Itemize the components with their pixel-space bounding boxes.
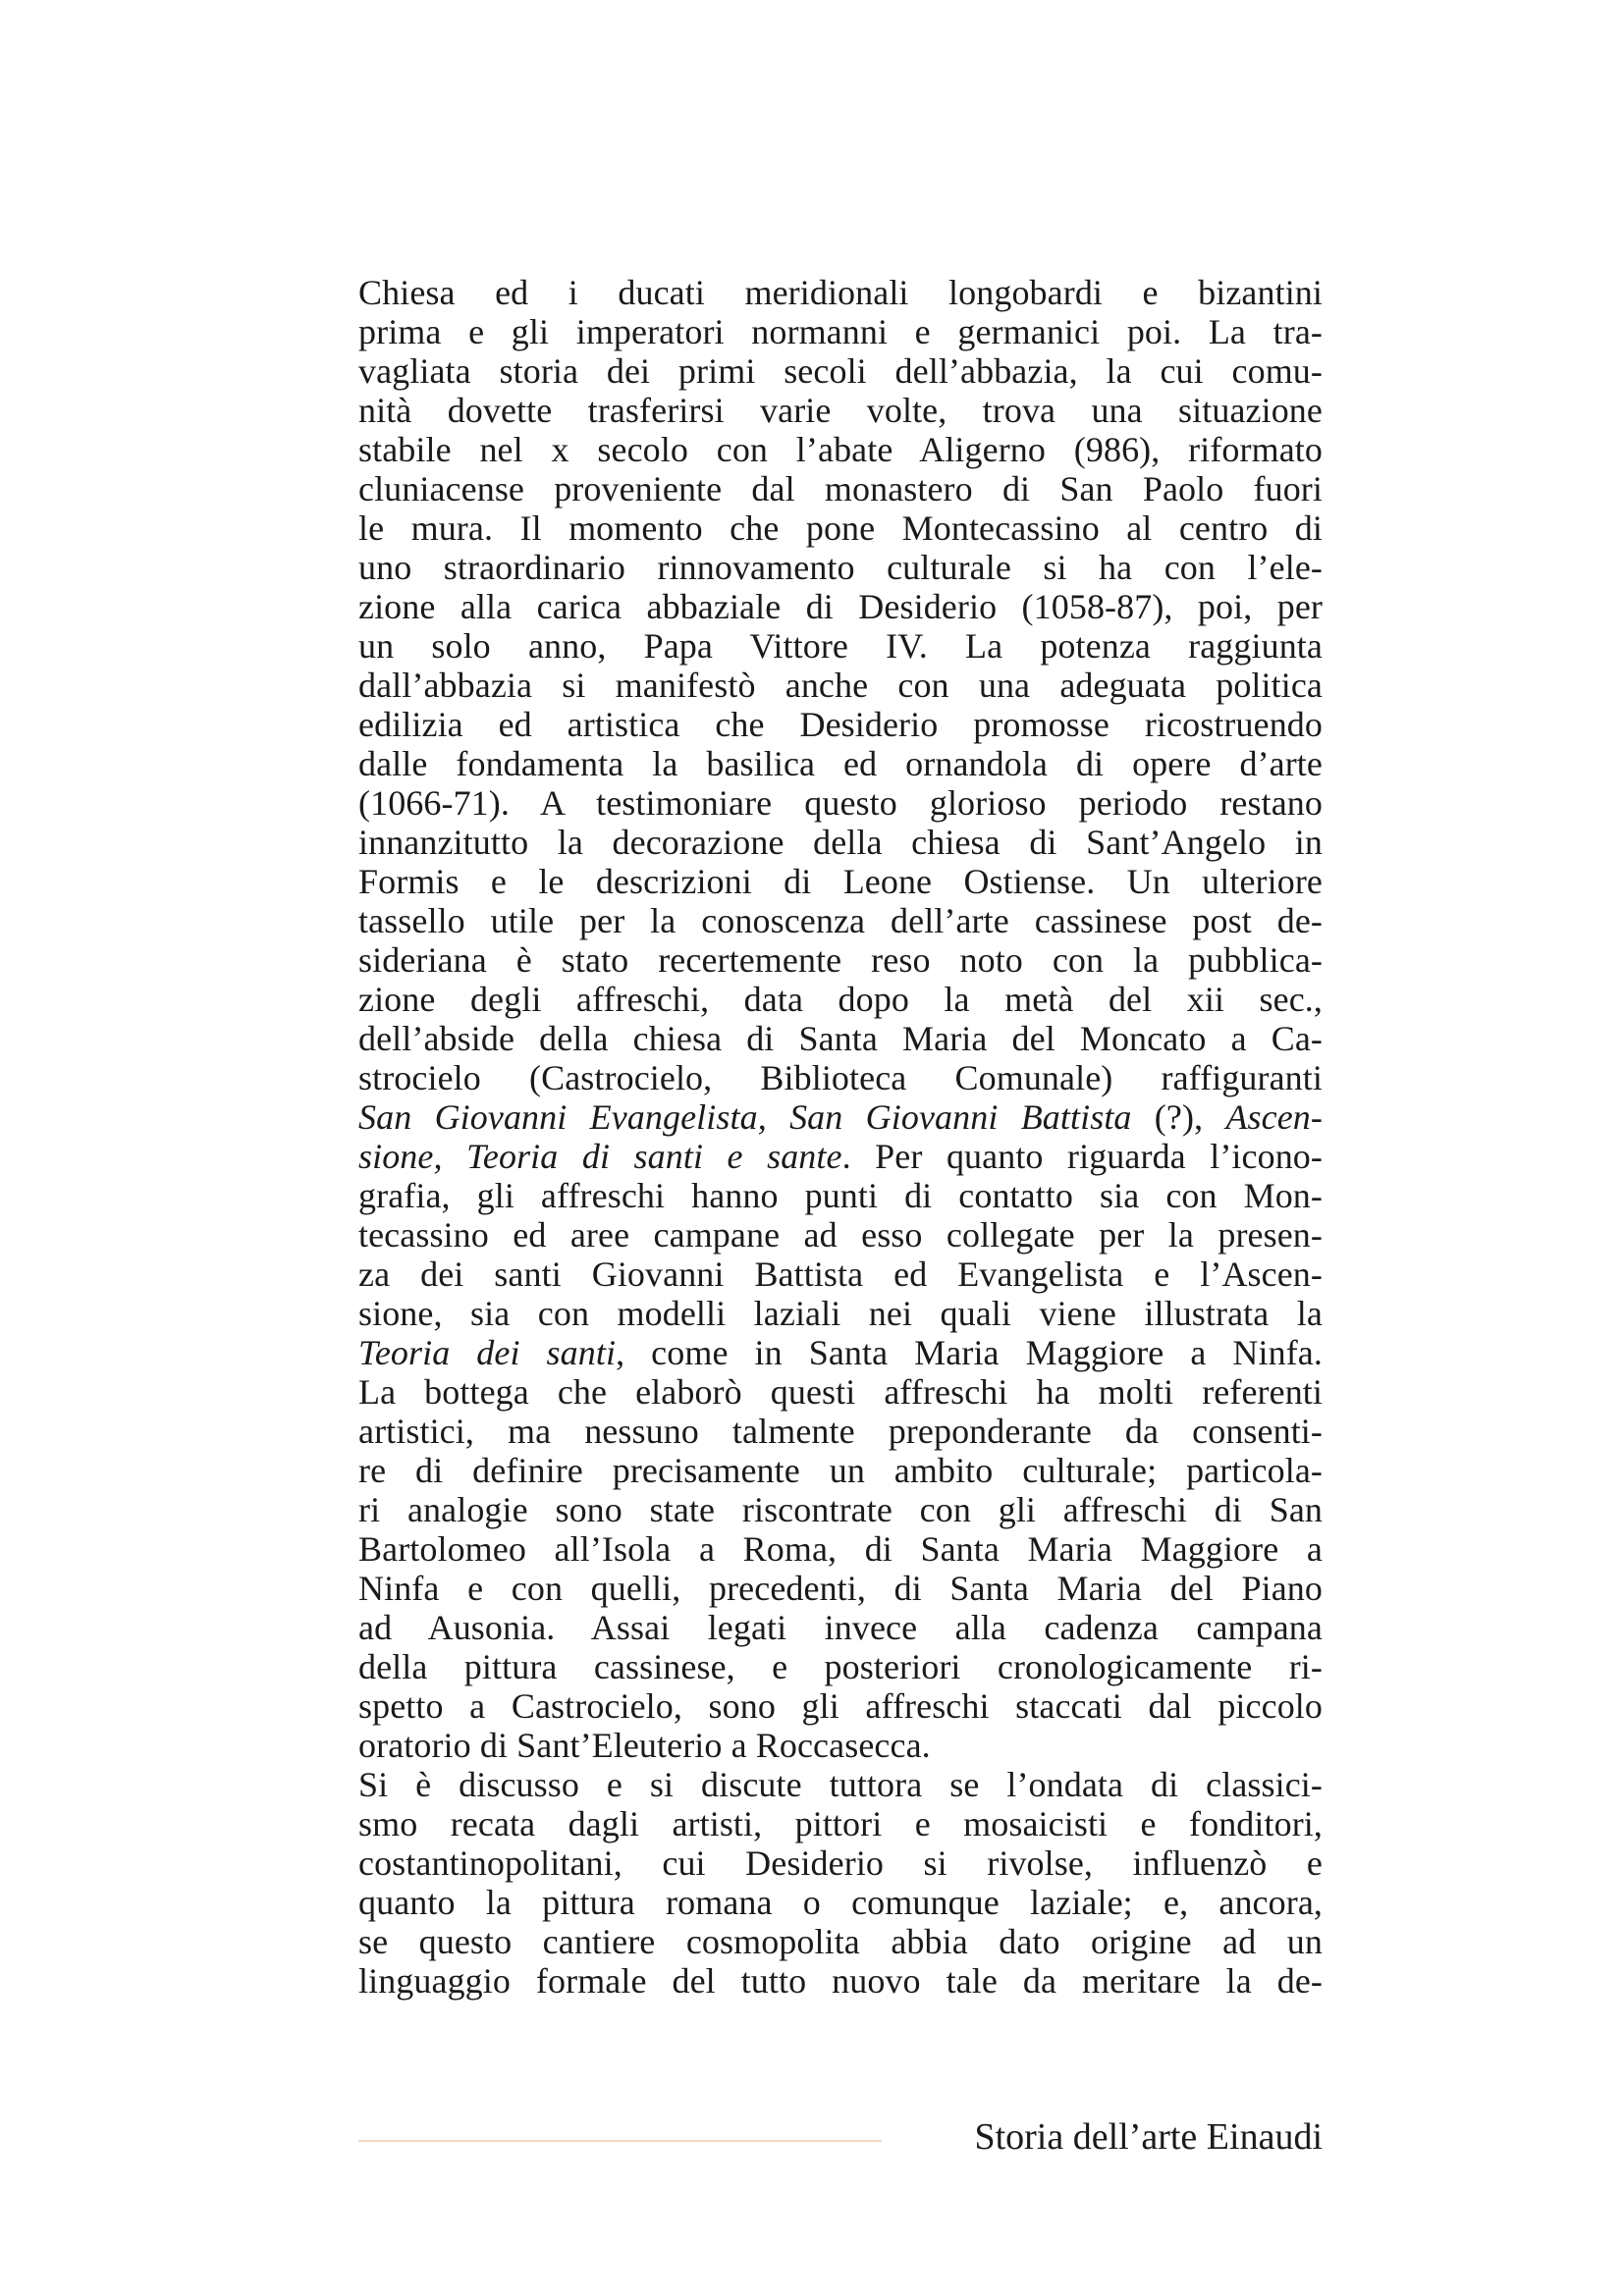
text-line bbox=[358, 1451, 1323, 1490]
text-segment: artistici, ma nessuno talmente preponderante da consenti- bbox=[358, 1412, 1323, 1451]
text-segment: dalle fondamenta la basilica ed ornandola di opere d’arte bbox=[358, 744, 1323, 783]
text-line bbox=[358, 940, 1323, 980]
text-segment: ri analogie sono state riscontrate con gli affreschi di San bbox=[358, 1490, 1323, 1529]
text-line bbox=[358, 862, 1323, 901]
text-line bbox=[358, 1529, 1323, 1569]
text-segment: innanzitutto la decorazione della chiesa di Sant’Angelo in bbox=[358, 823, 1323, 862]
text-line bbox=[358, 508, 1323, 548]
text-line bbox=[358, 783, 1323, 823]
text-line bbox=[358, 1137, 1323, 1176]
text-line bbox=[358, 666, 1323, 705]
text-line bbox=[358, 1412, 1323, 1451]
text-line bbox=[358, 626, 1323, 666]
text-segment: grafia, gli affreschi hanno punti di contatto sia con Mon- bbox=[358, 1176, 1323, 1215]
text-segment: tassello utile per la conoscenza dell’arte cassinese post de- bbox=[358, 901, 1323, 940]
text-segment: quanto la pittura romana o comunque laziale; e, ancora, bbox=[358, 1883, 1323, 1922]
text-line bbox=[358, 1333, 1323, 1372]
text-segment: Si è discusso e si discute tuttora se l’ondata di classici- bbox=[358, 1765, 1323, 1804]
text-segment: . Per quanto riguarda l’icono- bbox=[841, 1137, 1323, 1176]
text-line bbox=[358, 273, 1323, 312]
body-text bbox=[358, 273, 1323, 2001]
text-segment: oratorio di Sant’Eleuterio a Roccasecca. bbox=[358, 1726, 931, 1765]
text-segment: sione, sia con modelli laziali nei quali viene illustrata la bbox=[358, 1294, 1323, 1333]
text-segment: spetto a Castrocielo, sono gli affreschi staccati dal piccolo bbox=[358, 1686, 1323, 1726]
text-line bbox=[358, 1255, 1323, 1294]
text-line bbox=[358, 1608, 1323, 1647]
text-segment: za dei santi Giovanni Battista ed Evangelista e l’Ascen- bbox=[358, 1255, 1323, 1294]
text-segment: uno straordinario rinnovamento culturale si ha con l’ele- bbox=[358, 548, 1323, 587]
italic-title: sione, Teoria di santi e sante bbox=[358, 1137, 842, 1176]
text-segment: le mura. Il momento che pone Montecassino al centro di bbox=[358, 508, 1323, 548]
text-line bbox=[358, 1019, 1323, 1058]
text-segment: Chiesa ed i ducati meridionali longobardi e bizantini bbox=[358, 273, 1323, 312]
footer-rule bbox=[358, 2140, 882, 2142]
text-segment: vagliata storia dei primi secoli dell’abbazia, la cui comu- bbox=[358, 351, 1323, 391]
text-segment: se questo cantiere cosmopolita abbia dato origine ad un bbox=[358, 1922, 1323, 1961]
text-segment: smo recata dagli artisti, pittori e mosaicisti e fonditori, bbox=[358, 1804, 1323, 1843]
text-segment: Formis e le descrizioni di Leone Ostiense. Un ulteriore bbox=[358, 862, 1323, 901]
text-line bbox=[358, 901, 1323, 940]
text-line bbox=[358, 587, 1323, 626]
text-line bbox=[358, 430, 1323, 469]
text-segment: strocielo (Castrocielo, Biblioteca Comunale) raffiguranti bbox=[358, 1058, 1323, 1097]
text-line bbox=[358, 1490, 1323, 1529]
text-line bbox=[358, 744, 1323, 783]
text-line bbox=[358, 548, 1323, 587]
text-segment: , come in Santa Maria Maggiore a Ninfa. bbox=[616, 1333, 1323, 1372]
text-segment: Ninfa e con quelli, precedenti, di Santa Maria del Piano bbox=[358, 1569, 1323, 1608]
text-segment: edilizia ed artistica che Desiderio promosse ricostruendo bbox=[358, 705, 1323, 744]
footer-title: Storia dell’arte Einaudi bbox=[974, 2116, 1323, 2158]
text-line bbox=[358, 351, 1323, 391]
text-segment: stabile nel x secolo con l’abate Aligerno (986), riformato bbox=[358, 430, 1323, 469]
italic-title: San Giovanni Evangelista, San Giovanni Battista bbox=[358, 1097, 1132, 1137]
text-line bbox=[358, 1765, 1323, 1804]
text-line bbox=[358, 469, 1323, 508]
italic-title: Ascen- bbox=[1225, 1097, 1323, 1137]
text-segment: Bartolomeo all’Isola a Roma, di Santa Maria Maggiore a bbox=[358, 1529, 1323, 1569]
text-line bbox=[358, 1804, 1323, 1843]
text-line bbox=[358, 1647, 1323, 1686]
text-line bbox=[358, 391, 1323, 430]
text-line bbox=[358, 1176, 1323, 1215]
text-line bbox=[358, 1883, 1323, 1922]
text-line bbox=[358, 1372, 1323, 1412]
text-line bbox=[358, 1294, 1323, 1333]
text-segment: costantinopolitani, cui Desiderio si rivolse, influenzò e bbox=[358, 1843, 1323, 1883]
italic-title: Teoria dei santi bbox=[358, 1333, 617, 1372]
text-line bbox=[358, 1726, 1323, 1765]
text-segment: zione alla carica abbaziale di Desiderio (1058-87), poi, per bbox=[358, 587, 1323, 626]
text-line bbox=[358, 1843, 1323, 1883]
text-line bbox=[358, 705, 1323, 744]
text-segment: prima e gli imperatori normanni e germanici poi. La tra- bbox=[358, 312, 1323, 351]
text-line bbox=[358, 1961, 1323, 2001]
text-segment: dall’abbazia si manifestò anche con una adeguata politica bbox=[358, 666, 1323, 705]
text-segment: (?), bbox=[1131, 1097, 1226, 1137]
text-segment: zione degli affreschi, data dopo la metà del xii sec., bbox=[358, 980, 1323, 1019]
text-line bbox=[358, 1686, 1323, 1726]
text-segment: cluniacense proveniente dal monastero di San Paolo fuori bbox=[358, 469, 1323, 508]
text-segment: un solo anno, Papa Vittore IV. La potenza raggiunta bbox=[358, 626, 1323, 666]
text-line bbox=[358, 823, 1323, 862]
text-line bbox=[358, 980, 1323, 1019]
text-segment: ad Ausonia. Assai legati invece alla cadenza campana bbox=[358, 1608, 1323, 1647]
text-line bbox=[358, 1215, 1323, 1255]
text-line bbox=[358, 1097, 1323, 1137]
text-segment: della pittura cassinese, e posteriori cronologicamente ri- bbox=[358, 1647, 1323, 1686]
text-line bbox=[358, 312, 1323, 351]
text-segment: tecassino ed aree campane ad esso collegate per la presen- bbox=[358, 1215, 1323, 1255]
text-line bbox=[358, 1058, 1323, 1097]
text-line bbox=[358, 1922, 1323, 1961]
text-segment: La bottega che elaborò questi affreschi ha molti referenti bbox=[358, 1372, 1323, 1412]
text-line bbox=[358, 1569, 1323, 1608]
page-footer bbox=[358, 2109, 1323, 2167]
text-segment: dell’abside della chiesa di Santa Maria del Moncato a Ca- bbox=[358, 1019, 1323, 1058]
text-segment: linguaggio formale del tutto nuovo tale da meritare la de- bbox=[358, 1961, 1323, 2001]
text-segment: sideriana è stato recertemente reso noto con la pubblica- bbox=[358, 940, 1323, 980]
text-segment: (1066-71). A testimoniare questo glorioso periodo restano bbox=[358, 783, 1323, 823]
text-segment: nità dovette trasferirsi varie volte, trova una situazione bbox=[358, 391, 1323, 430]
text-segment: re di definire precisamente un ambito culturale; particola- bbox=[358, 1451, 1323, 1490]
